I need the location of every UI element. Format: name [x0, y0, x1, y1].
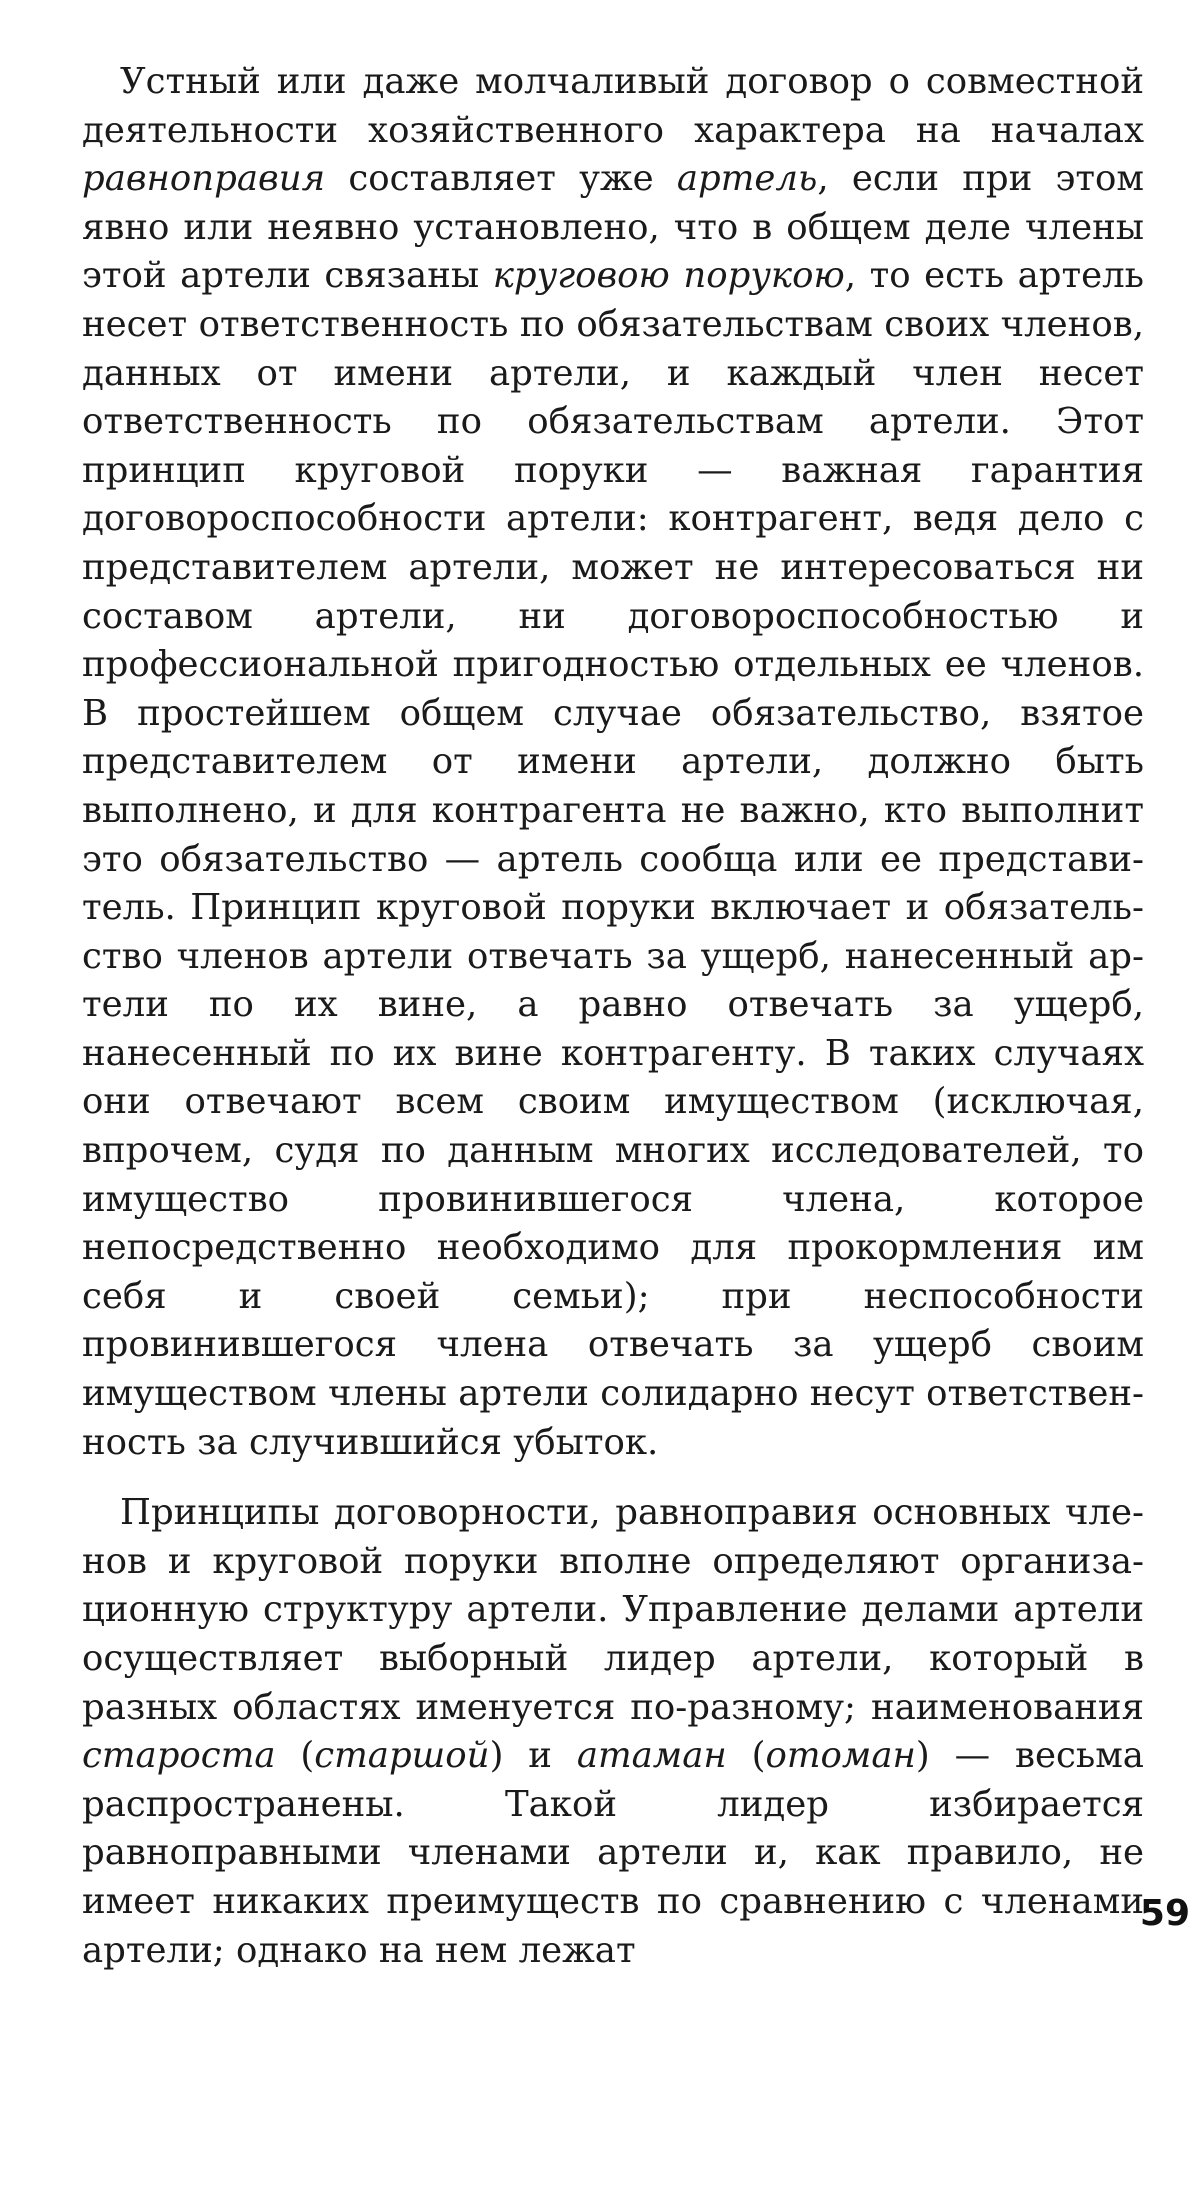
text-run: , то есть артель несет ответственность по обязательствам своих членов, данных от имени артели, и каждый член несет ответственность по обязательствам артели. Этот принцип круговой поруки — важная гарантия договороспособности артели: контрагент, ведя дело с представителем артели, может не интересоваться ни составом артели, ни договороспособностью и профессиональной пригодностью отдельных ее членов. В простейшем общем случае обязательство, взятое представителем от имени артели, должно быть выполнено, и для контрагента не важно, кто выполнит это обязательство — артель сообща или ее представитель. Принцип круговой поруки включает и обязательство членов артели отвечать за ущерб, нанесенный артели по их вине, а равно отвечать за ущерб, нанесенный по их вине контрагенту. В таких случаях они отвечают всем своим имуществом (исключая, впрочем, судя по данным многих исследователей, то имущество провинившегося члена, которое непосредственно необходимо для прокормления им себя и своей семьи); при неспособности провинившегося члена отвечать за ущерб своим имуществом члены артели солидарно несут ответственность за случившийся убыток. [82, 255, 1144, 1463]
page-number: 59 [1139, 1893, 1190, 1934]
text-run: Устный или даже молчаливый договор о совместной деятельности хозяйственного характера на началах [82, 61, 1144, 151]
italic-term: атаман [576, 1735, 727, 1777]
book-page [82, 58, 1144, 2158]
text-run: , если при этом явно или неявно установлено, что в общем деле члены этой артели связаны [82, 158, 1144, 297]
text-run: ( [726, 1735, 766, 1777]
text-run: составляет уже [325, 158, 677, 200]
italic-term: отоман [765, 1735, 916, 1777]
paragraph-2 [82, 1489, 1144, 1975]
italic-term: равноправия [82, 158, 326, 200]
text-run: ) — весьма распространены. Такой лидер избирается равноправными членами артели и, как правило, не имеет никаких преимуществ по сравнению с членами артели; однако на нем лежат [82, 1735, 1144, 1971]
text-run: ) и [489, 1735, 577, 1777]
italic-term: староста [82, 1735, 276, 1777]
text-run: ( [275, 1735, 315, 1777]
text-run: Принципы договорности, равноправия основных членов и круговой поруки вполне определяют организационную структуру артели. Управление делами артели осуществляет выборный лидер артели, который в разных областях именуется по-разному; наименования [82, 1492, 1144, 1728]
italic-term: круговою порукою [492, 255, 845, 297]
italic-term: артель [676, 158, 818, 200]
paragraph-1 [82, 58, 1144, 1467]
body-text [82, 58, 1144, 1975]
italic-term: старшой [314, 1735, 490, 1777]
